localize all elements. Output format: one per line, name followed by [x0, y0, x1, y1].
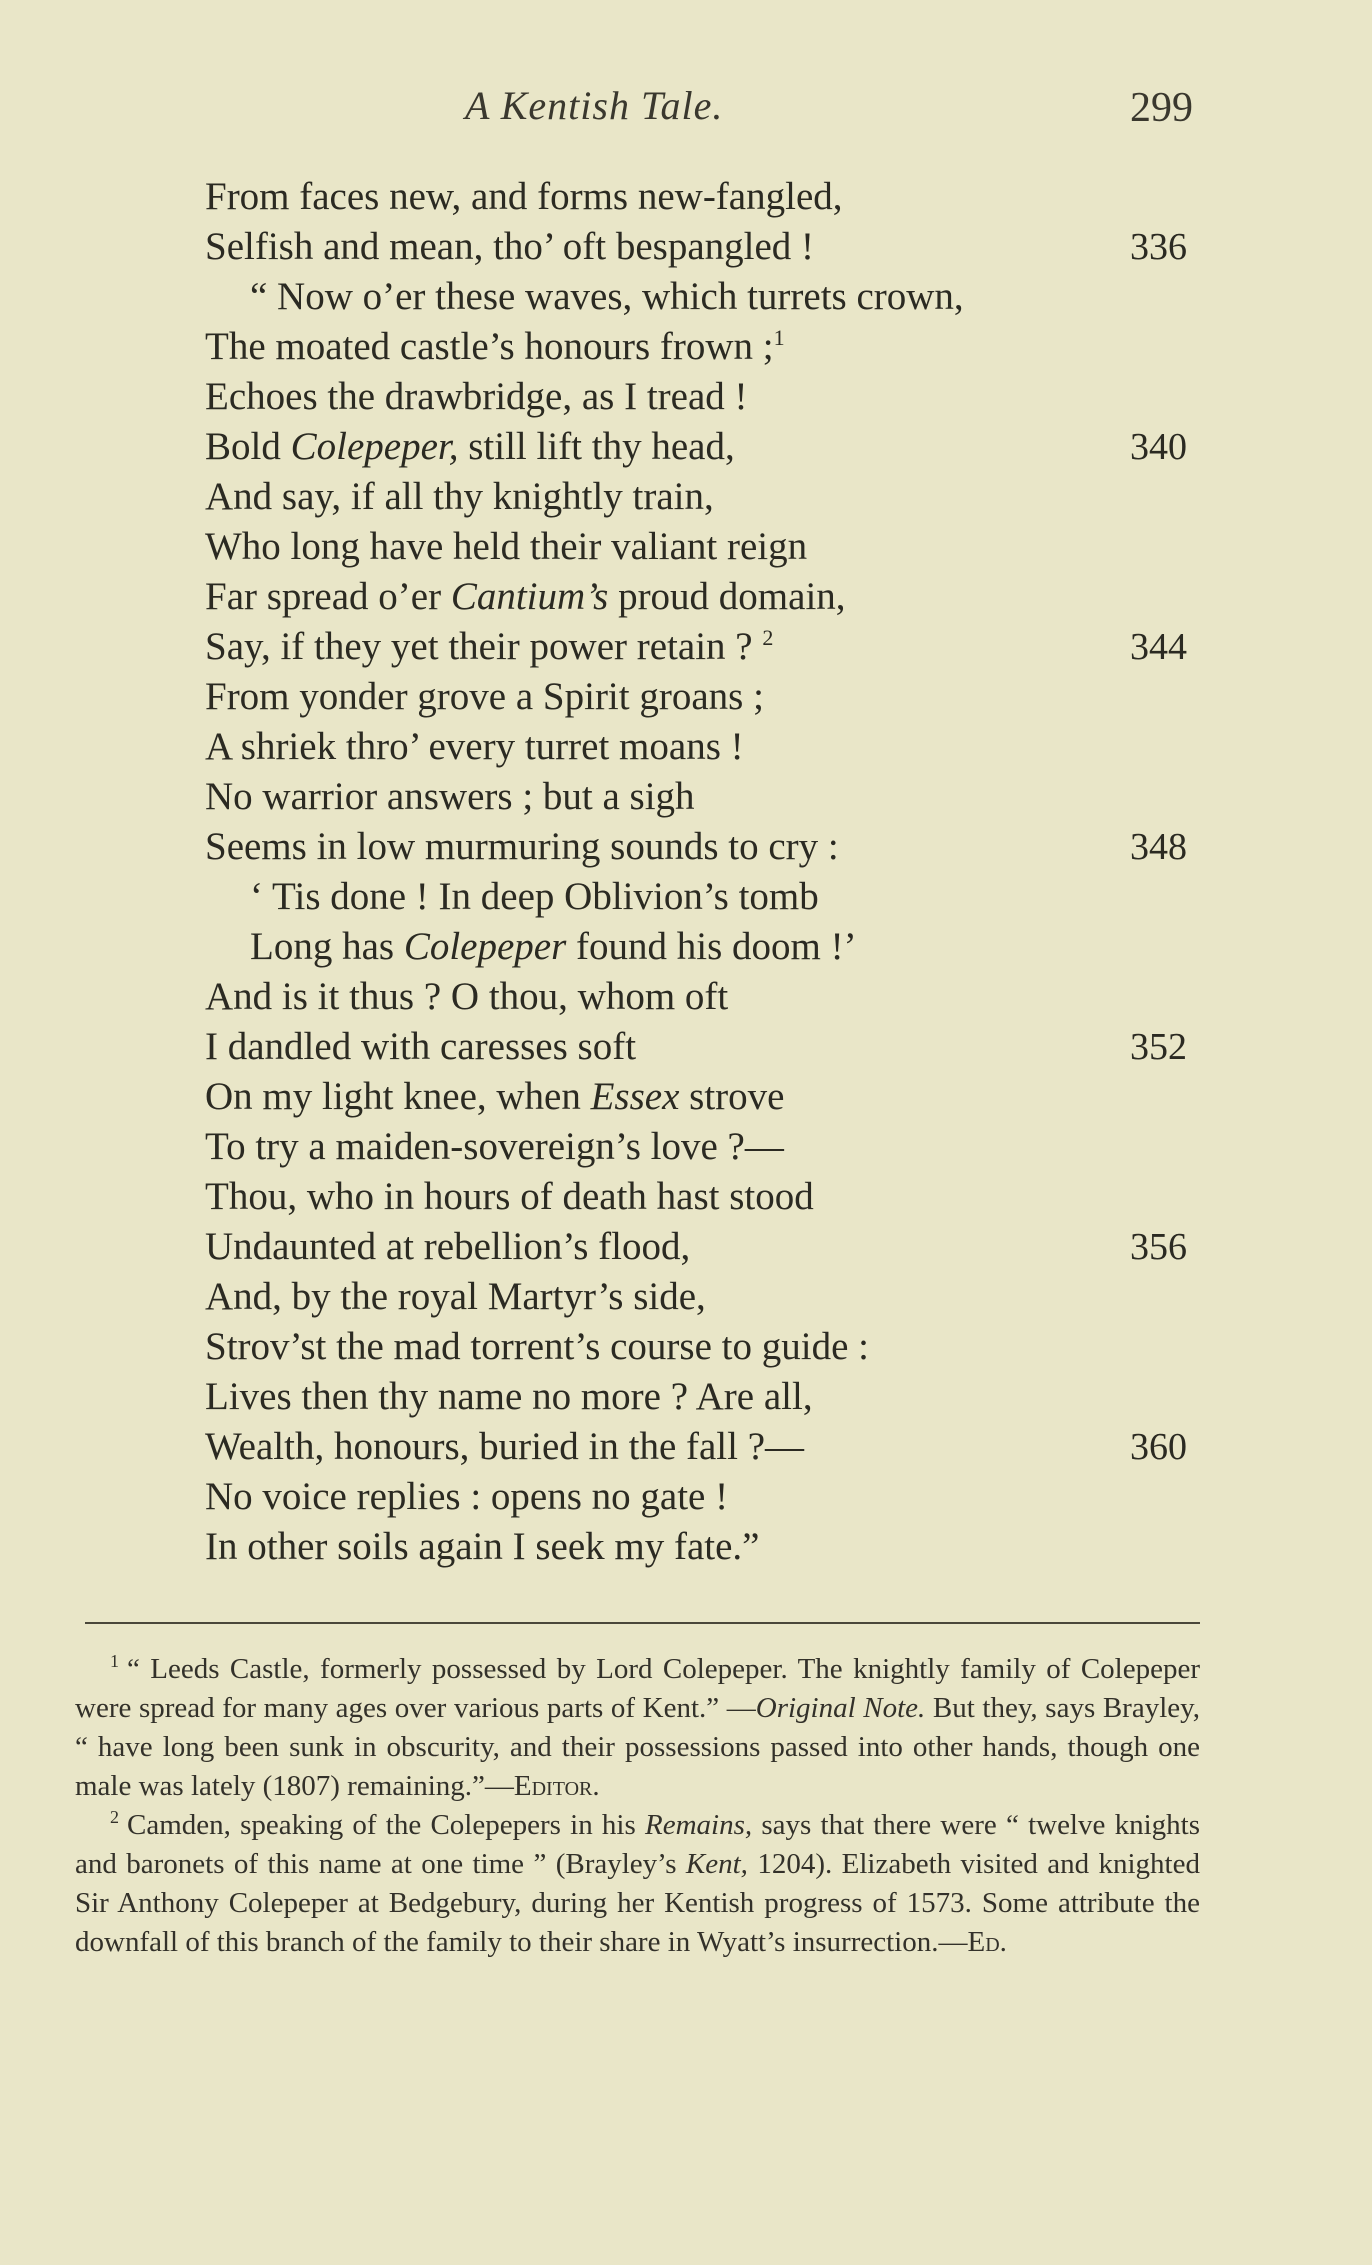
- poem-line: The moated castle’s honours frown ;$^1$: [205, 325, 785, 368]
- poem-line: And, by the royal Martyr’s side,: [205, 1275, 706, 1318]
- poem-line: From yonder grove a Spirit groans ;: [205, 675, 764, 718]
- line-number: 344: [1130, 626, 1187, 668]
- footnote-ref: 2: [762, 625, 774, 650]
- poem-line: Lives then thy name no more ? Are all,: [205, 1375, 813, 1418]
- footnote-1: $^1$ “ Leeds Castle, formerly possessed by Lord Colepeper. The knightly family of Colepeper were spread for many ages over various parts of Kent.” —Original Note. But they, says Brayley, “ have long been sunk in obscurity, and their possessions passed into other hands, though one male was lately (1807) remaining.”—Editor.: [75, 1651, 1200, 1802]
- poem-line: “ Now o’er these waves, which turrets crown,: [250, 275, 964, 318]
- poem-line: Undaunted at rebellion’s flood, 356: [205, 1222, 690, 1272]
- poem-line: Thou, who in hours of death hast stood: [205, 1175, 814, 1218]
- poem-line: Who long have held their valiant reign: [205, 525, 808, 568]
- poem-line: I dandled with caresses soft 352: [205, 1022, 636, 1072]
- poem-line: Say, if they yet their power retain ? $^2$ 344: [205, 622, 773, 672]
- poem-line: No warrior answers ; but a sigh: [205, 775, 695, 818]
- footnotes: [75, 1650, 1200, 1962]
- poem-line: A shriek thro’ every turret moans !: [205, 725, 744, 768]
- poem-line: Selfish and mean, tho’ oft bespangled ! 336: [205, 222, 814, 272]
- line-number: 340: [1130, 426, 1187, 468]
- poem-line: To try a maiden-sovereign’s love ?—: [205, 1125, 784, 1168]
- poem-line: ‘ Tis done ! In deep Oblivion’s tomb: [250, 875, 819, 918]
- poem-line: And say, if all thy knightly train,: [205, 475, 714, 518]
- line-number: 360: [1130, 1426, 1187, 1468]
- page-number: 299: [1130, 85, 1193, 131]
- running-head: [0, 82, 1372, 142]
- poem-line: And is it thus ? O thou, whom oft: [205, 975, 729, 1018]
- poem-line: Strov’st the mad torrent’s course to guide :: [205, 1325, 869, 1368]
- footnote-ref: 1: [773, 325, 785, 350]
- running-title: A Kentish Tale.: [465, 83, 724, 128]
- poem-line: Far spread o’er Cantium’s proud domain,: [205, 575, 846, 618]
- line-number: 336: [1130, 226, 1187, 268]
- poem-line: No voice replies : opens no gate !: [205, 1475, 729, 1518]
- line-number: 352: [1130, 1026, 1187, 1068]
- poem-line: Seems in low murmuring sounds to cry : 348: [205, 822, 839, 872]
- poem-line: Wealth, honours, buried in the fall ?— 360: [205, 1422, 804, 1472]
- poem-line: In other soils again I seek my fate.”: [205, 1525, 760, 1568]
- line-number: 356: [1130, 1226, 1187, 1268]
- poem-line: On my light knee, when Essex strove: [205, 1075, 785, 1118]
- poem-line: Echoes the drawbridge, as I tread !: [205, 375, 748, 418]
- footnote-divider: [85, 1622, 1200, 1624]
- poem-line: From faces new, and forms new-fangled,: [205, 175, 843, 218]
- footnote-2: $^2$ Camden, speaking of the Colepepers in his Remains, says that there were “ twelve knights and baronets of this name at one time ” (Brayley’s Kent, 1204). Elizabeth visited and knighted Sir Anthony Colepeper at Bedgebury, during her Kentish progress of 1573. Some attribute the downfall of this branch of the family to their share in Wyatt’s insurrection.—Ed.: [75, 1807, 1200, 1958]
- line-number: 348: [1130, 826, 1187, 868]
- poem-line: Bold Colepeper, still lift thy head, 340: [205, 422, 735, 472]
- poem-line: Long has Colepeper found his doom !’: [250, 925, 857, 968]
